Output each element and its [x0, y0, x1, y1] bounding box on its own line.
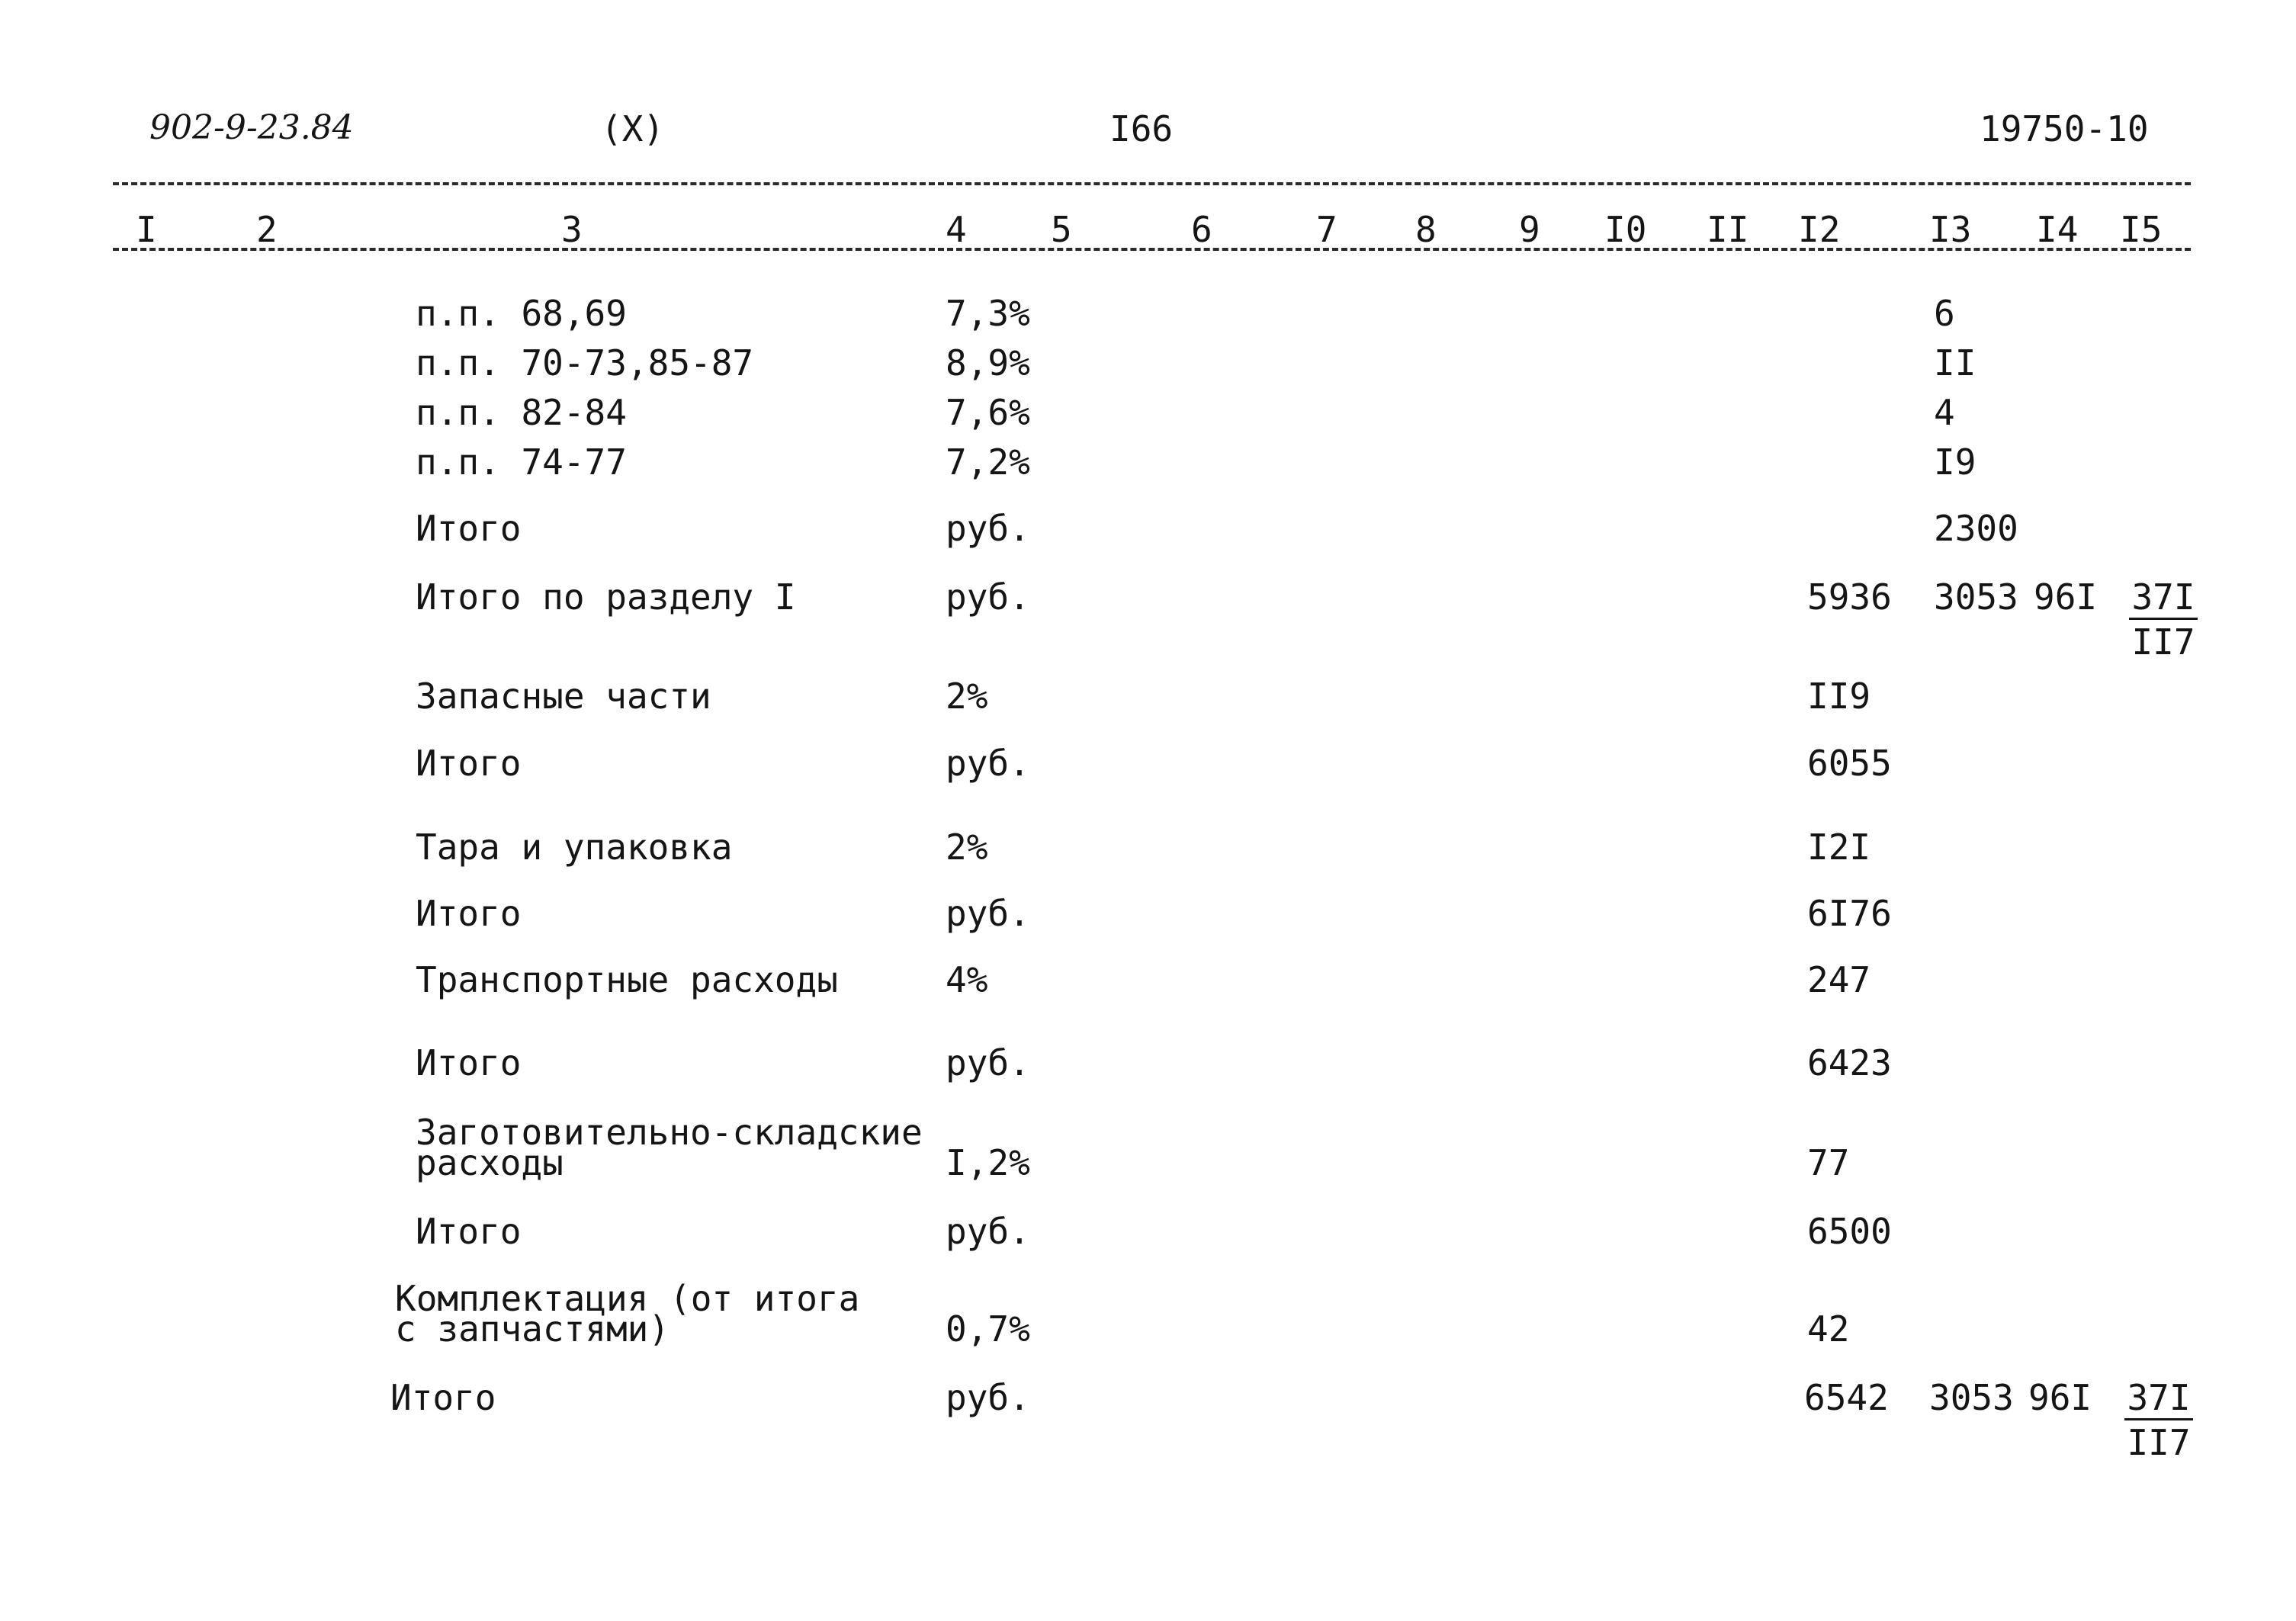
cell-col12: I2I: [1807, 827, 1871, 868]
row-unit: руб.: [946, 893, 1030, 934]
row-unit: руб.: [946, 1377, 1030, 1418]
row-rate: I,2%: [946, 1142, 1030, 1183]
row-name-line2: с запчастями): [395, 1308, 670, 1350]
row-rate: 8,9%: [946, 342, 1030, 384]
row-rate: 2%: [946, 827, 988, 868]
fraction-denominator: II7: [2131, 621, 2195, 663]
column-number: I0: [1604, 209, 1647, 250]
row-name-line1: Заготовительно-складские: [416, 1112, 923, 1153]
column-number: 7: [1316, 209, 1337, 250]
row-unit: руб.: [946, 1042, 1030, 1083]
cell-col14: 96I: [2034, 576, 2098, 618]
cell-col15-fraction: [2129, 576, 2198, 663]
row-rate: 2%: [946, 676, 988, 717]
row-unit: руб.: [946, 576, 1030, 618]
column-number: 5: [1051, 209, 1072, 250]
column-number: I5: [2120, 209, 2163, 250]
row-name-line2: расходы: [416, 1142, 564, 1183]
column-number: 6: [1191, 209, 1212, 250]
cell-col13: 2300: [1934, 508, 2018, 549]
row-name: п.п. 70-73,85-87: [416, 342, 754, 384]
column-number: I3: [1929, 209, 1972, 250]
row-name: Запасные части: [416, 676, 711, 717]
cell-col12: 6055: [1807, 743, 1892, 784]
section-marker: (X): [601, 108, 665, 149]
row-rate: 7,2%: [946, 441, 1030, 483]
cell-col14: 96I: [2028, 1377, 2092, 1418]
row-name: п.п. 74-77: [416, 441, 627, 483]
cell-col12: 247: [1807, 959, 1871, 1000]
row-name: п.п. 82-84: [416, 392, 627, 433]
row-name: Итого: [416, 1211, 522, 1252]
cell-col12: II9: [1807, 676, 1871, 717]
cell-col12: 77: [1807, 1142, 1850, 1183]
cell-col13: 3053: [1934, 576, 2018, 618]
row-rate: 0,7%: [946, 1308, 1030, 1350]
header-rule-bottom: [113, 248, 2191, 251]
column-number: I2: [1798, 209, 1841, 250]
row-name: Итого по разделу I: [416, 576, 796, 618]
column-number: 9: [1519, 209, 1540, 250]
column-number: I: [136, 209, 157, 250]
document-number: 19750-10: [1980, 108, 2149, 149]
column-number: I4: [2036, 209, 2079, 250]
row-name: п.п. 68,69: [416, 293, 627, 334]
cell-col13: 4: [1934, 392, 1955, 433]
row-name: Итого: [416, 743, 522, 784]
row-name: Итого: [390, 1377, 496, 1418]
cell-col15-fraction: [2124, 1377, 2193, 1463]
document-code: 902-9-23.84: [149, 108, 354, 147]
cell-col13: 6: [1934, 293, 1955, 334]
header-rule-top: [113, 182, 2191, 185]
cell-col12: 5936: [1807, 576, 1892, 618]
row-name-line1: Комплектация (от итога: [395, 1278, 860, 1319]
cell-col12: 6423: [1807, 1042, 1892, 1083]
row-rate: 7,6%: [946, 392, 1030, 433]
row-name: Итого: [416, 1042, 522, 1083]
cell-col13: 3053: [1929, 1377, 2014, 1418]
column-number: 3: [561, 209, 583, 250]
row-name: Тара и упаковка: [416, 827, 733, 868]
row-unit: руб.: [946, 743, 1030, 784]
cell-col13: II: [1934, 342, 1976, 384]
fraction-numerator: 37I: [2129, 579, 2198, 620]
cell-col12: 42: [1807, 1308, 1850, 1350]
row-unit: руб.: [946, 508, 1030, 549]
cell-col12: 6I76: [1807, 893, 1892, 934]
cell-col12: 6542: [1804, 1377, 1889, 1418]
fraction-denominator: II7: [2127, 1422, 2191, 1463]
row-name: Транспортные расходы: [416, 959, 838, 1000]
row-rate: 7,3%: [946, 293, 1030, 334]
row-unit: руб.: [946, 1211, 1030, 1252]
page-number: I66: [1109, 108, 1174, 149]
column-number: 8: [1415, 209, 1437, 250]
fraction-numerator: 37I: [2124, 1380, 2193, 1420]
cell-col12: 6500: [1807, 1211, 1892, 1252]
cell-col13: I9: [1934, 441, 1976, 483]
column-number: II: [1707, 209, 1749, 250]
row-rate: 4%: [946, 959, 988, 1000]
column-number: 4: [946, 209, 967, 250]
row-name: Итого: [416, 508, 522, 549]
row-name: Итого: [416, 893, 522, 934]
column-number: 2: [256, 209, 278, 250]
